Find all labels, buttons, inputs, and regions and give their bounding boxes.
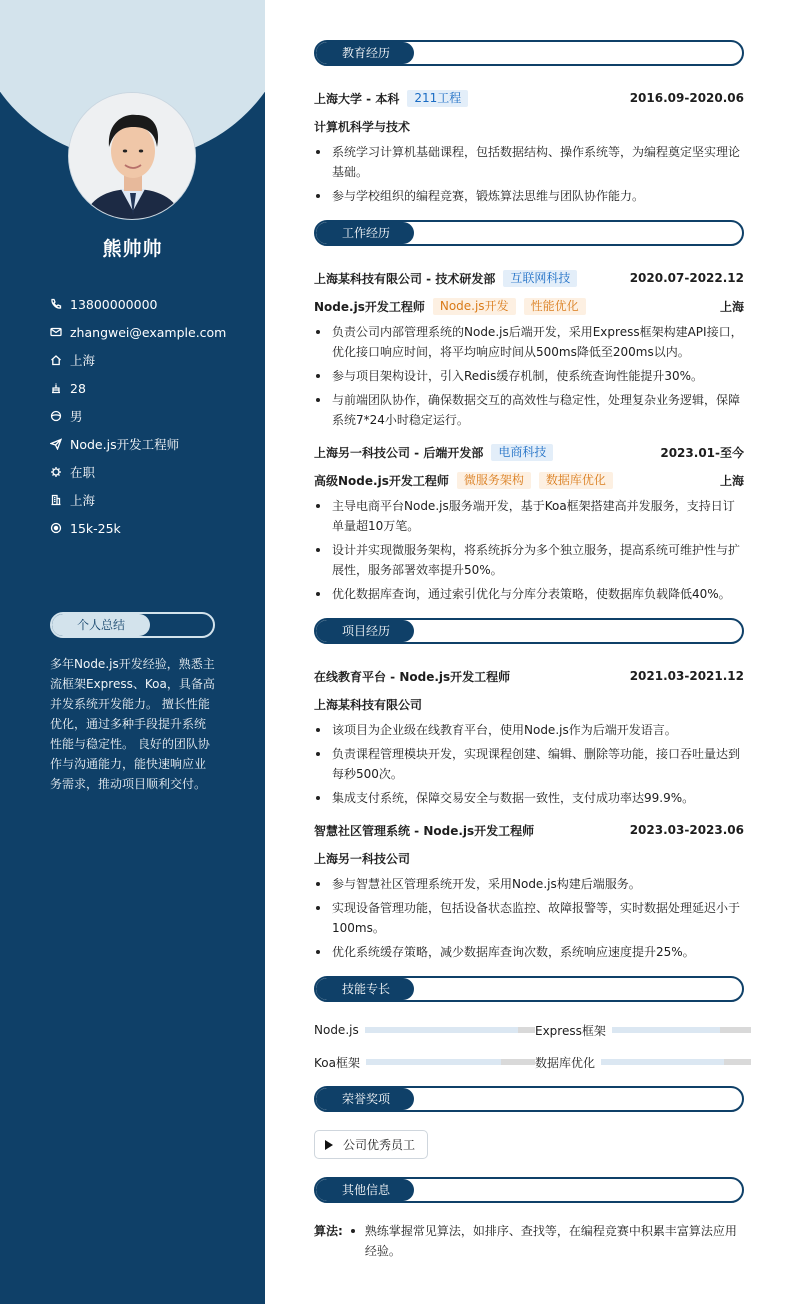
- summary-section-header: [50, 612, 215, 638]
- awards-title: 荣誉奖项: [341, 1092, 390, 1106]
- skill-name: 数据库优化: [535, 1055, 596, 1070]
- skill-item: [535, 1020, 751, 1040]
- info-gender-text: 男: [70, 409, 83, 424]
- skill-item: [314, 1020, 535, 1040]
- avatar: [68, 92, 196, 220]
- main-content: [314, 40, 744, 1261]
- job-role-row: [314, 292, 744, 320]
- project-name: 在线教育平台 - Node.js开发工程师: [314, 669, 511, 684]
- skill-bar: [601, 1059, 751, 1065]
- job-bullets: [314, 496, 744, 604]
- project-header: [314, 816, 744, 844]
- list-item: 集成支付系统，保障交易安全与数据一致性，支付成功率达99.9%。: [314, 788, 744, 808]
- skill-name: Node.js: [314, 1023, 359, 1037]
- info-position-text: Node.js开发工程师: [70, 437, 180, 452]
- job-company: 上海某科技有限公司 - 技术研发部: [314, 271, 496, 286]
- job-header: [314, 264, 744, 292]
- education-date: 2016.09-2020.06: [629, 91, 744, 105]
- salary-icon: [50, 522, 62, 534]
- skill-level: [601, 1059, 724, 1065]
- skill-item: [314, 1052, 535, 1072]
- info-salary: [50, 514, 226, 542]
- contact-info-list: [50, 290, 226, 542]
- phone-icon: [50, 298, 62, 310]
- education-bullets: [314, 142, 744, 206]
- candidate-name: 熊帅帅: [102, 238, 163, 260]
- job-header: [314, 438, 744, 466]
- skill-bar: [612, 1027, 751, 1033]
- job-industry-tag: 互联网科技: [503, 270, 577, 287]
- info-salary-text: 15k-25k: [70, 520, 121, 536]
- info-email: [50, 318, 226, 346]
- job-date: 2023.01-至今: [660, 445, 744, 460]
- project-company: 上海某科技有限公司: [314, 697, 423, 712]
- info-work-city: [50, 486, 226, 514]
- summary-text: 多年Node.js开发经验，熟悉主流框架Express、Koa，具备高并发系统开发能力。 擅长性能优化，通过多种手段提升系统性能与稳定性。 良好的团队协作与沟通能力，能快速响应业务需求，推动项目顺利交付。: [50, 657, 215, 791]
- other-text: 熟练掌握常见算法，如排序、查找等，在编程竞赛中积累丰富算法应用经验。: [349, 1221, 744, 1261]
- job-role: Node.js开发工程师: [314, 299, 425, 314]
- skill-bar: [365, 1027, 535, 1033]
- skill-level: [612, 1027, 721, 1033]
- project-date: 2023.03-2023.06: [629, 823, 744, 837]
- info-location-text: 上海: [70, 353, 96, 368]
- project-company-row: [314, 690, 744, 718]
- awards-section-header: [314, 1086, 744, 1112]
- list-item: 设计并实现微服务架构，将系统拆分为多个独立服务，提高系统可维护性与扩展性，服务部署效率提升50%。: [314, 540, 744, 580]
- building-icon: [50, 494, 62, 506]
- job-skill-tag: 性能优化: [524, 298, 586, 315]
- job-industry-tag: 电商科技: [491, 444, 553, 461]
- other-title: 其他信息: [341, 1183, 390, 1197]
- project-date: 2021.03-2021.12: [629, 669, 744, 683]
- other-info-row: [314, 1221, 744, 1261]
- job-city: 上海: [719, 299, 744, 314]
- info-status-text: 在职: [70, 465, 96, 480]
- job-date: 2020.07-2022.12: [629, 271, 744, 285]
- projects-section-header: [314, 618, 744, 644]
- project-company: 上海另一科技公司: [314, 851, 411, 866]
- job-company: 上海另一科技公司 - 后端开发部: [314, 445, 484, 460]
- gender-icon: [50, 410, 62, 422]
- job-city: 上海: [719, 473, 744, 488]
- info-age-text: 28: [70, 380, 86, 396]
- project-name: 智慧社区管理系统 - Node.js开发工程师: [314, 823, 535, 838]
- project-bullets: [314, 874, 744, 962]
- skill-bar: [366, 1059, 535, 1065]
- skill-level: [365, 1027, 518, 1033]
- list-item: 优化系统缓存策略，减少数据库查询次数，系统响应速度提升25%。: [314, 942, 744, 962]
- list-item: 与前端团队协作，确保数据交互的高效性与稳定性，处理复杂业务逻辑，保障系统7*24小时稳定运行。: [314, 390, 744, 430]
- project-header: [314, 662, 744, 690]
- info-phone-text: 13800000000: [70, 296, 158, 312]
- other-label: 算法:: [314, 1224, 343, 1238]
- list-item: 参与智慧社区管理系统开发，采用Node.js构建后端服务。: [314, 874, 744, 894]
- work-section-header: [314, 220, 744, 246]
- mail-icon: [50, 326, 62, 338]
- home-icon: [50, 354, 62, 366]
- info-work-city-text: 上海: [70, 493, 96, 508]
- job-skill-tag: 数据库优化: [539, 472, 613, 489]
- education-title: 教育经历: [341, 46, 390, 60]
- job-skill-tag: Node.js开发: [433, 298, 516, 315]
- job-skill-tag: 微服务架构: [457, 472, 531, 489]
- play-triangle-icon: [325, 1140, 333, 1150]
- skill-name: Express框架: [535, 1023, 606, 1038]
- skill-name: Koa框架: [314, 1055, 360, 1070]
- list-item: 主导电商平台Node.js服务端开发，基于Koa框架搭建高并发服务，支持日订单量超10万笔。: [314, 496, 744, 536]
- job-role-row: [314, 466, 744, 494]
- send-icon: [50, 438, 62, 450]
- project-company-row: [314, 844, 744, 872]
- award-item[interactable]: [314, 1130, 428, 1159]
- education-major: 计算机科学与技术: [314, 119, 411, 134]
- list-item: 系统学习计算机基础课程，包括数据结构、操作系统等，为编程奠定坚实理论基础。: [314, 142, 744, 182]
- summary-title: 个人总结: [76, 618, 125, 632]
- award-name: 公司优秀员工: [343, 1138, 416, 1152]
- skill-item: [535, 1052, 751, 1072]
- list-item: 实现设备管理功能，包括设备状态监控、故障报警等，实时数据处理延迟小于100ms。: [314, 898, 744, 938]
- info-position: [50, 430, 226, 458]
- list-item: 负责课程管理模块开发，实现课程创建、编辑、删除等功能，接口吞吐量达到每秒500次。: [314, 744, 744, 784]
- info-age: [50, 374, 226, 402]
- info-gender: [50, 402, 226, 430]
- education-tag: 211工程: [407, 90, 468, 107]
- work-title: 工作经历: [341, 226, 390, 240]
- info-email-text: zhangwei@example.com: [70, 324, 227, 340]
- skills-section-header: [314, 976, 744, 1002]
- list-item: 优化数据库查询，通过索引优化与分库分表策略，使数据库负载降低40%。: [314, 584, 744, 604]
- info-status: [50, 458, 226, 486]
- info-phone: [50, 290, 226, 318]
- skills-title: 技能专长: [341, 982, 390, 996]
- projects-title: 项目经历: [341, 624, 390, 638]
- status-icon: [50, 466, 62, 478]
- education-row: [314, 84, 744, 112]
- education-school: 上海大学 - 本科: [314, 91, 400, 106]
- info-location: [50, 346, 226, 374]
- list-item: 参与项目架构设计，引入Redis缓存机制，使系统查询性能提升30%。: [314, 366, 744, 386]
- list-item: 参与学校组织的编程竞赛，锻炼算法思维与团队协作能力。: [314, 186, 744, 206]
- job-role: 高级Node.js开发工程师: [314, 473, 449, 488]
- list-item: 负责公司内部管理系统的Node.js后端开发，采用Express框架构建API接口，优化接口响应时间，将平均响应时间从500ms降低至200ms以内。: [314, 322, 744, 362]
- project-bullets: [314, 720, 744, 808]
- education-section-header: [314, 40, 744, 66]
- other-section-header: [314, 1177, 744, 1203]
- skills-grid: [314, 1020, 744, 1072]
- education-major-row: [314, 112, 744, 140]
- sidebar: [0, 0, 265, 1304]
- skill-level: [366, 1059, 501, 1065]
- job-bullets: [314, 322, 744, 430]
- age-icon: [50, 382, 62, 394]
- list-item: 该项目为企业级在线教育平台，使用Node.js作为后端开发语言。: [314, 720, 744, 740]
